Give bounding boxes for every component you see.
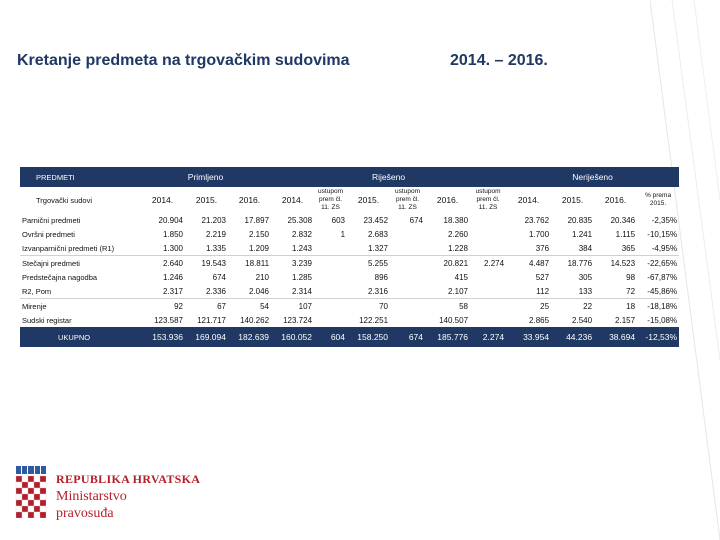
column-header: Trgovački sudovi xyxy=(36,195,92,205)
row-label: Stečajni predmeti xyxy=(22,258,80,268)
table-cell: 92 xyxy=(174,301,183,311)
table-cell: 2.150 xyxy=(248,229,270,239)
table-cell: 1.700 xyxy=(529,229,550,239)
table-cell: 674 xyxy=(212,272,226,282)
table-cell: 21.203 xyxy=(201,215,226,225)
table-cell xyxy=(470,270,506,284)
table-cell xyxy=(390,284,425,299)
table-cell: 2.260 xyxy=(447,229,469,239)
table-cell: 2.640 xyxy=(162,258,183,268)
table-cell: -2,35% xyxy=(651,215,678,225)
column-header: 2015. xyxy=(195,195,218,205)
column-header: 2014. xyxy=(151,195,174,205)
table-cell: 67 xyxy=(217,301,226,311)
table-cell: 1.243 xyxy=(271,241,314,256)
total-cell: 185.776 xyxy=(425,327,470,347)
table-row xyxy=(20,313,679,327)
table-row xyxy=(20,241,679,256)
total-label: UKUPNO xyxy=(20,327,140,347)
table-cell xyxy=(470,227,506,241)
table-row xyxy=(20,227,679,241)
table-cell xyxy=(470,313,506,327)
table-cell: 1.241 xyxy=(572,229,593,239)
total-cell: 44.236 xyxy=(551,327,594,347)
table-cell: -4,95% xyxy=(637,241,679,256)
column-header: 2014. xyxy=(281,195,304,205)
table-cell: 1.285 xyxy=(291,272,313,282)
total-cell: 38.694 xyxy=(594,327,637,347)
table-cell: 140.262 xyxy=(240,315,270,325)
page-period: 2014. – 2016. xyxy=(450,52,548,69)
table-cell xyxy=(470,213,506,227)
table-cell: 18.380 xyxy=(443,215,469,225)
table-cell: 2.316 xyxy=(347,284,390,299)
row-label: Mirenje xyxy=(22,301,47,311)
table-cell: 1.850 xyxy=(162,229,183,239)
table-row xyxy=(20,270,679,284)
table-cell xyxy=(390,256,425,271)
column-header: ustupom prem čl. 11. ZS xyxy=(395,188,420,211)
case-statistics-table xyxy=(20,167,679,347)
table-cell xyxy=(390,241,425,256)
table-cell: 18 xyxy=(626,301,636,311)
table-cell: 72 xyxy=(594,284,637,299)
table-sub-header xyxy=(20,187,679,213)
column-header: 2014. xyxy=(517,195,540,205)
column-header: ustupom prem čl. 11. ZS xyxy=(475,188,501,211)
table-cell xyxy=(314,299,347,314)
table-cell xyxy=(314,241,347,256)
table-cell: 20.346 xyxy=(610,215,636,225)
table-cell: 305 xyxy=(578,272,593,282)
table-cell: 54 xyxy=(260,301,270,311)
total-cell: 153.936 xyxy=(140,327,185,347)
table-cell xyxy=(314,284,347,299)
table-cell: 1 xyxy=(340,229,346,239)
table-row xyxy=(20,256,679,271)
table-cell: -22,65% xyxy=(647,258,678,268)
table-cell: 20.821 xyxy=(443,258,469,268)
table-cell xyxy=(314,313,347,327)
table-cell: 20.835 xyxy=(567,215,593,225)
table-cell: 3.239 xyxy=(291,258,313,268)
predmeti-label: PREDMETI xyxy=(20,167,140,187)
nerijeseno-label: Neriješeno xyxy=(506,167,679,187)
table-cell: 70 xyxy=(379,301,389,311)
table-group-header xyxy=(20,167,679,187)
coat-of-arms-icon xyxy=(14,466,48,518)
total-row xyxy=(20,327,679,347)
table-cell: 210 xyxy=(255,272,270,282)
table-cell: 2.046 xyxy=(228,284,271,299)
table-cell: 1.300 xyxy=(140,241,185,256)
table-cell: 1.335 xyxy=(185,241,228,256)
table-row xyxy=(20,299,679,314)
row-label: Ovršni predmeti xyxy=(22,229,75,239)
table-cell: 107 xyxy=(298,301,313,311)
table-cell: 2.865 xyxy=(529,315,550,325)
logo-line2: Ministarstvo xyxy=(56,489,127,504)
table-cell xyxy=(314,270,347,284)
table-cell xyxy=(390,313,425,327)
total-cell: -12,53% xyxy=(637,327,679,347)
table-row xyxy=(20,213,679,227)
table-cell: -45,86% xyxy=(637,284,679,299)
table-cell xyxy=(470,241,506,256)
table-cell: 19.543 xyxy=(201,258,226,268)
table-cell: 133 xyxy=(551,284,594,299)
table-cell: 98 xyxy=(626,272,636,282)
table-cell: 1.115 xyxy=(615,229,636,239)
table-cell: 603 xyxy=(331,215,346,225)
table-cell xyxy=(470,284,506,299)
table-cell: 17.897 xyxy=(244,215,270,225)
table-cell: 1.246 xyxy=(162,272,183,282)
table-cell: 1.228 xyxy=(425,241,470,256)
table-cell: 896 xyxy=(374,272,389,282)
row-label: Predstečajna nagodba xyxy=(22,272,98,282)
table-cell: 2.274 xyxy=(484,258,505,268)
row-label: Izvanparnični predmeti (R1) xyxy=(20,241,140,256)
total-cell: 674 xyxy=(390,327,425,347)
table-cell: 527 xyxy=(535,272,550,282)
table-cell: 376 xyxy=(506,241,551,256)
table-cell: 112 xyxy=(506,284,551,299)
table-cell: 384 xyxy=(551,241,594,256)
row-label: Sudski registar xyxy=(22,315,72,325)
total-cell: 33.954 xyxy=(506,327,551,347)
table-cell: 123.587 xyxy=(154,315,183,325)
table-cell: 25.308 xyxy=(287,215,313,225)
table-cell: -67,87% xyxy=(647,272,678,282)
table-cell: 18.811 xyxy=(245,258,270,268)
table-cell: 2.314 xyxy=(271,284,314,299)
table-cell: 58 xyxy=(459,301,469,311)
row-label: Parnični predmeti xyxy=(22,215,81,225)
total-cell: 604 xyxy=(314,327,347,347)
row-label: R2, Pom xyxy=(20,284,140,299)
total-cell: 160.052 xyxy=(271,327,314,347)
table-cell: 2.157 xyxy=(615,315,636,325)
total-cell: 169.094 xyxy=(185,327,228,347)
column-header: 2016. xyxy=(604,195,627,205)
table-cell xyxy=(390,299,425,314)
rijeseno-label: Riješeno xyxy=(271,167,506,187)
primljeno-label: Primljeno xyxy=(140,167,271,187)
table-cell: 22 xyxy=(583,301,593,311)
table-cell xyxy=(390,270,425,284)
table-cell: 14.523 xyxy=(610,258,636,268)
table-cell: 23.762 xyxy=(524,215,550,225)
table-row xyxy=(20,284,679,299)
logo-line3: pravosuđa xyxy=(56,506,114,521)
table-cell: 1.209 xyxy=(228,241,271,256)
logo-line1: REPUBLIKA HRVATSKA xyxy=(56,472,201,486)
table-cell: 140.507 xyxy=(439,315,469,325)
table-cell: 121.717 xyxy=(197,315,226,325)
table-cell: 4.487 xyxy=(529,258,550,268)
table-cell: 122.251 xyxy=(359,315,389,325)
column-header: ustupom prem čl. 11. ZS xyxy=(318,188,343,211)
table-cell xyxy=(314,256,347,271)
total-cell: 182.639 xyxy=(228,327,271,347)
table-cell: 2.832 xyxy=(291,229,313,239)
column-header: 2016. xyxy=(238,195,261,205)
column-header: 2016. xyxy=(436,195,459,205)
table-cell: 1.327 xyxy=(347,241,390,256)
table-cell: 20.904 xyxy=(158,215,183,225)
table-cell: 365 xyxy=(594,241,637,256)
page-title: Kretanje predmeta na trgovačkim sudovima xyxy=(17,52,350,69)
table-cell xyxy=(470,299,506,314)
table-cell xyxy=(390,227,425,241)
column-header: % prema 2015. xyxy=(645,192,672,207)
table-cell: -18,18% xyxy=(647,301,678,311)
table-cell: 2.336 xyxy=(185,284,228,299)
table-cell: 415 xyxy=(454,272,469,282)
table-cell: 2.317 xyxy=(140,284,185,299)
total-cell: 2.274 xyxy=(470,327,506,347)
table-cell: -10,15% xyxy=(647,229,678,239)
table-cell: 2.683 xyxy=(367,229,389,239)
table-cell: 2.219 xyxy=(205,229,226,239)
column-header: 2015. xyxy=(357,195,380,205)
table-cell: 674 xyxy=(409,215,424,225)
total-cell: 158.250 xyxy=(347,327,390,347)
column-header: 2015. xyxy=(561,195,584,205)
table-cell: 25 xyxy=(540,301,550,311)
table-cell: 18.776 xyxy=(567,258,593,268)
table-cell: 2.540 xyxy=(572,315,593,325)
table-cell: 123.724 xyxy=(283,315,313,325)
table-cell: 2.107 xyxy=(425,284,470,299)
table-cell: 23.452 xyxy=(363,215,389,225)
ministry-logo xyxy=(14,466,414,526)
table-cell: 5.255 xyxy=(367,258,389,268)
table-cell: -15,08% xyxy=(647,315,678,325)
